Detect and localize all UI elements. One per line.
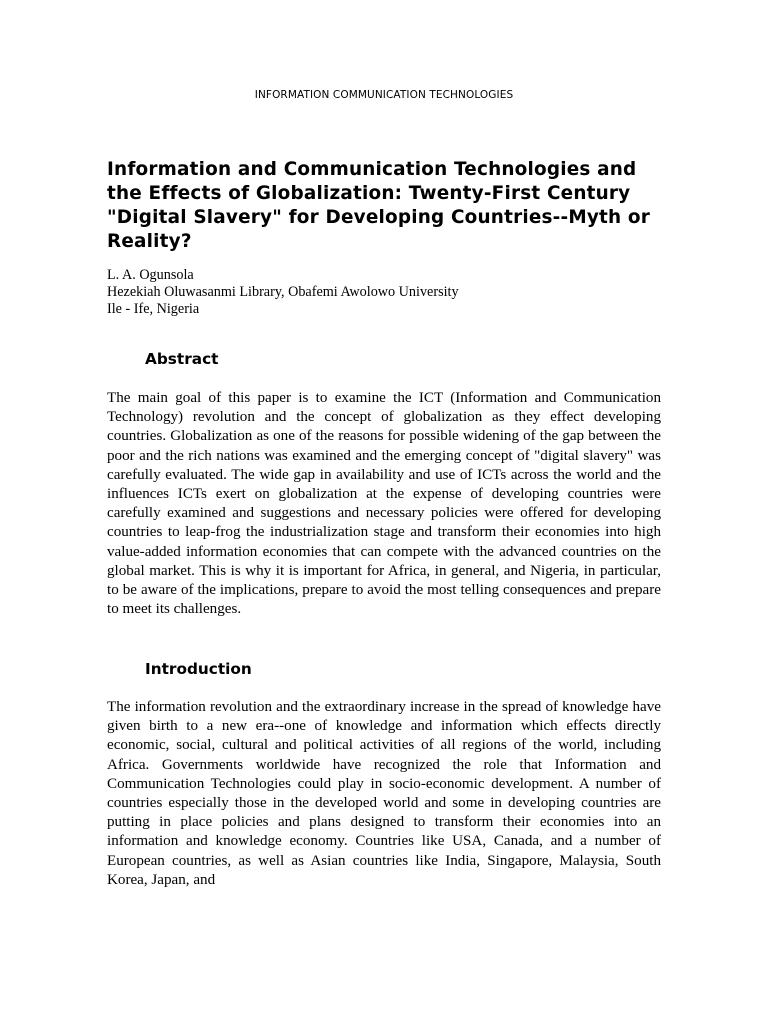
author-name: L. A. Ogunsola <box>107 267 194 283</box>
introduction-paragraph: The information revolution and the extraordinary increase in the spread of knowledge have given birth to a new era--one of knowledge and information which effects directly economic, social, cultural and political activities of all regions of the world, including Africa. Governments worldwide have recognized the role that Information and Communication Technologies could play in socio-economic development. A number of countries especially those in the developed world and some in developing countries are putting in place policies and plans designed to transform their economies into an information and knowledge economy. Countries like USA, Canada, and a number of European countries, as well as Asian countries like India, Singapore, Malaysia, South Korea, Japan, and <box>107 699 661 888</box>
abstract-heading: Abstract <box>145 350 219 368</box>
running-header: INFORMATION COMMUNICATION TECHNOLOGIES <box>254 89 514 101</box>
author-location: Ile - Ife, Nigeria <box>107 301 200 317</box>
abstract-paragraph: The main goal of this paper is to examine the ICT (Information and Communication Technology) revolution and the concept of globalization as they effect developing countries. Globalization as one of the reasons for possible widening of the gap between the poor and the rich nations was examined and the emerging concept of "digital slavery" was carefully evaluated. The wide gap in availability and use of ICTs across the world and the influences ICTs exert on globalization at the expense of developing countries were carefully examined and suggestions and necessary policies were offered for developing countries to leap-frog the industrialization stage and transform their economies into high value-added information economies that can compete with the advanced countries on the global market. This is why it is important for Africa, in general, and Nigeria, in particular, to be aware of the implications, prepare to avoid the most telling consequences and prepare to meet its challenges. <box>107 390 661 618</box>
author-block <box>107 267 667 318</box>
author-affiliation: Hezekiah Oluwasanmi Library, Obafemi Awolowo University <box>107 284 459 300</box>
paper-title: Information and Communication Technologies and the Effects of Globalization: Twenty-First Century "Digital Slavery" for Developing Countries--Myth or Reality? <box>107 159 651 252</box>
introduction-heading: Introduction <box>145 660 252 678</box>
